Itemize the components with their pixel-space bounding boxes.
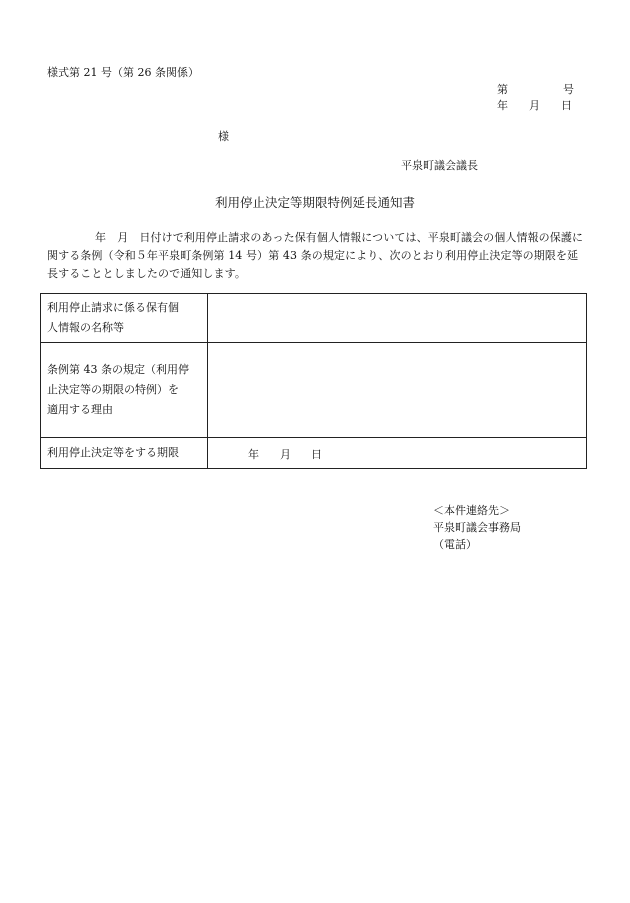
contact-office: 平泉町議会事務局 [433,521,521,534]
issue-date-month: 月 [529,99,540,112]
deadline-date [208,438,586,468]
label-line: 人情報の名称等 [47,321,124,334]
label-line: 適用する理由 [47,403,113,416]
info-name-value-cell[interactable] [208,294,587,343]
label-line: 利用停止請求に係る保有個 [47,301,179,314]
table-label-cell [41,438,208,469]
document-title: 利用停止決定等期限特例延長通知書 [214,195,415,210]
table-label-cell [41,294,208,343]
table-row [41,438,587,469]
deadline-value-cell[interactable] [208,438,587,469]
document-number-suffix: 号 [563,83,574,96]
recipient-honorific: 様 [218,130,229,143]
label-line: 条例第 43 条の規定（利用停 [47,363,189,376]
table-label-cell [41,343,208,438]
document-number-prefix: 第 [497,83,508,96]
deadline-month: 月 [280,448,291,461]
form-number: 様式第 21 号（第 26 条関係） [47,66,199,79]
reason-value-cell[interactable] [208,343,587,438]
body-paragraph: 年 月 日付けで利用停止請求のあった保有個人情報については、平泉町議会の個人情報の保護に関する条例（令和５年平泉町条例第 14 号）第 43 条の規定により、次のとおり利用停止決定等の期限を延長することとしましたので通知します。 [47,231,584,280]
label-line: 利用停止決定等をする期限 [47,446,179,459]
table-row [41,343,587,438]
info-table [40,293,587,469]
label-line: 止決定等の期限の特例）を [47,383,179,396]
contact-heading: ＜本件連絡先＞ [433,504,510,517]
deadline-year: 年 [248,448,259,461]
sender-name: 平泉町議会議長 [401,159,478,172]
deadline-day: 日 [311,448,322,461]
issue-date-year: 年 [497,99,508,112]
contact-phone: （電話） [433,538,477,551]
issue-date-day: 日 [561,99,572,112]
table-row [41,294,587,343]
